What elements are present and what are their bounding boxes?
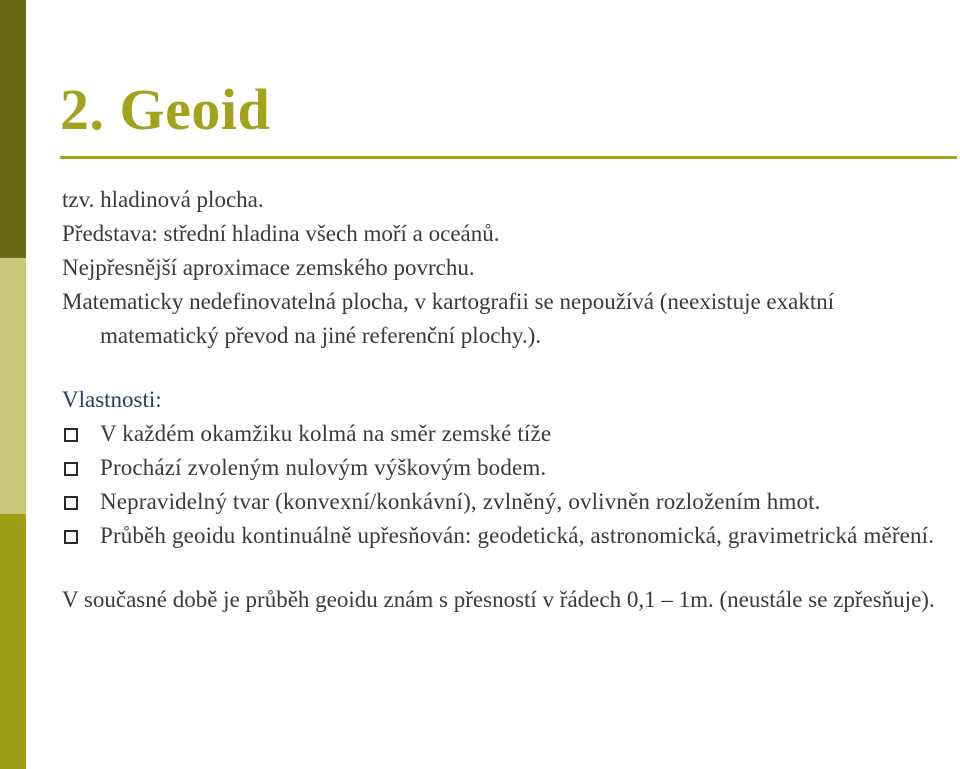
properties-list xyxy=(62,417,954,553)
list-item-text: Nepravidelný tvar (konvexní/konkávní), zvlněný, ovlivněn rozložením hmot. xyxy=(100,489,821,514)
list-item-text: V každém okamžiku kolmá na směr zemské tíže xyxy=(100,421,552,446)
list-item xyxy=(62,519,954,553)
title-underline xyxy=(60,156,957,159)
decorative-stripe-top xyxy=(0,0,26,258)
decorative-stripe-bottom xyxy=(0,514,26,769)
list-item xyxy=(62,451,954,485)
intro-line-1: tzv. hladinová plocha. xyxy=(62,187,264,212)
list-item xyxy=(62,485,954,519)
list-item-text: Průběh geoidu kontinuálně upřesňován: geodetická, astronomická, gravimetrická měření. xyxy=(100,523,935,548)
decorative-stripe-middle xyxy=(0,258,26,514)
hollow-square-bullet-icon xyxy=(64,428,78,442)
hollow-square-bullet-icon xyxy=(64,530,78,544)
list-item xyxy=(62,417,954,451)
slide-content xyxy=(62,183,954,617)
slide-title: 2. Geoid xyxy=(60,77,271,142)
intro-line-4: Matematicky nedefinovatelná plocha, v kartografii se nepoužívá (neexistuje exaktní matematický převod na jiné referenční plochy.). xyxy=(62,289,835,348)
list-item-text: Prochází zvoleným nulovým výškovým bodem. xyxy=(100,455,547,480)
intro-line-3: Nejpřesnější aproximace zemského povrchu. xyxy=(62,255,475,280)
properties-heading: Vlastnosti: xyxy=(62,387,162,412)
intro-line-2: Představa: střední hladina všech moří a oceánů. xyxy=(62,221,500,246)
hollow-square-bullet-icon xyxy=(64,496,78,510)
hollow-square-bullet-icon xyxy=(64,462,78,476)
closing-paragraph: V současné době je průběh geoidu znám s přesností v řádech 0,1 – 1m. (neustále se zpřesňuje). xyxy=(62,587,935,612)
